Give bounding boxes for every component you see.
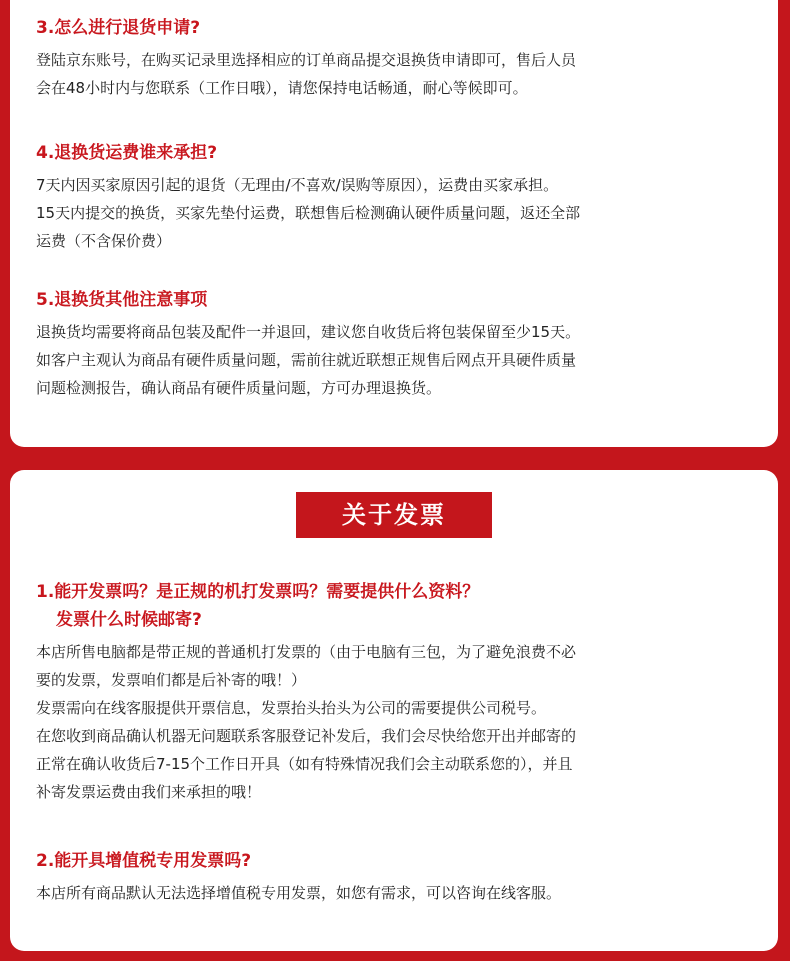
faq-q3-answer bbox=[36, 46, 758, 102]
answer-line: 15天内提交的换货，买家先垫付运费，联想售后检测确认硬件质量问题，返还全部 bbox=[36, 204, 581, 222]
answer-line: 本店所售电脑都是带正规的普通机打发票的（由于电脑有三包，为了避免浪费不必 bbox=[36, 643, 577, 661]
faq-invoice-q1 bbox=[36, 578, 758, 806]
answer-line: 在您收到商品确认机器无问题联系客服登记补发后，我们会尽快给您开出并邮寄的 bbox=[36, 727, 577, 745]
answer-line: 要的发票，发票咱们都是后补寄的哦！） bbox=[36, 671, 307, 689]
faq-invoice-q2-heading: 2.能开具增值税专用发票吗? bbox=[36, 851, 252, 871]
answer-line: 问题检测报告，确认商品有硬件质量问题，方可办理退换货。 bbox=[36, 379, 442, 397]
faq-invoice-q1-heading: 1.能开发票吗？是正规的机打发票吗？需要提供什么资料？ bbox=[36, 582, 480, 602]
faq-q5-heading: 5.退换货其他注意事项 bbox=[36, 290, 208, 310]
faq-q4-heading: 4.退换货运费谁来承担? bbox=[36, 143, 218, 163]
invoice-faq-card bbox=[10, 470, 778, 951]
answer-line: 7天内因买家原因引起的退货（无理由/不喜欢/误购等原因），运费由买家承担。 bbox=[36, 176, 559, 194]
faq-q3 bbox=[36, 14, 758, 102]
answer-line: 本店所有商品默认无法选择增值税专用发票，如您有需求，可以咨询在线客服。 bbox=[36, 884, 562, 902]
invoice-section-banner: 关于发票 bbox=[296, 492, 492, 538]
faq-q4-answer bbox=[36, 171, 758, 255]
faq-q4 bbox=[36, 139, 758, 255]
faq-invoice-q2-answer bbox=[36, 879, 758, 907]
return-faq-card bbox=[10, 0, 778, 447]
answer-line: 补寄发票运费由我们来承担的哦！ bbox=[36, 783, 262, 801]
answer-line: 发票需向在线客服提供开票信息，发票抬头抬头为公司的需要提供公司税号。 bbox=[36, 699, 547, 717]
faq-q5-answer bbox=[36, 318, 758, 402]
answer-line: 退换货均需要将商品包装及配件一并退回，建议您自收货后将包装保留至少15天。 bbox=[36, 323, 581, 341]
faq-invoice-q1-answer bbox=[36, 638, 758, 806]
answer-line: 登陆京东账号，在购买记录里选择相应的订单商品提交退换货申请即可，售后人员 bbox=[36, 51, 577, 69]
answer-line: 会在48小时内与您联系（工作日哦），请您保持电话畅通，耐心等候即可。 bbox=[36, 79, 528, 97]
faq-q3-heading: 3.怎么进行退货申请? bbox=[36, 18, 201, 38]
answer-line: 如客户主观认为商品有硬件质量问题，需前往就近联想正规售后网点开具硬件质量 bbox=[36, 351, 577, 369]
faq-invoice-q2 bbox=[36, 847, 758, 907]
faq-invoice-q1-heading-cont: 发票什么时候邮寄? bbox=[56, 610, 202, 630]
answer-line: 运费（不含保价费） bbox=[36, 232, 172, 250]
answer-line: 正常在确认收货后7-15个工作日开具（如有特殊情况我们会主动联系您的），并且 bbox=[36, 755, 573, 773]
faq-q5 bbox=[36, 286, 758, 402]
